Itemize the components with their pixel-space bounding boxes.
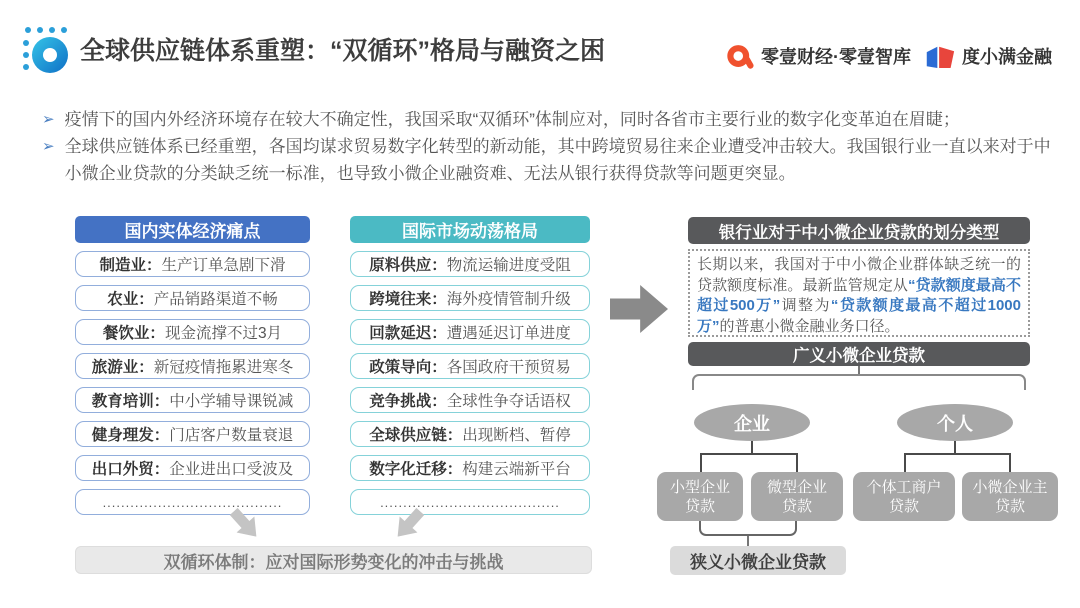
leaf-line2: 贷款 <box>888 497 919 515</box>
leaf-line2: 贷款 <box>781 497 812 515</box>
brand-logos <box>726 42 1052 70</box>
bank-panel-header: 银行业对于中小微企业贷款的划分类型 <box>688 217 1030 244</box>
domestic-pain-item <box>75 421 310 447</box>
international-item <box>350 251 590 277</box>
bank-intro-text <box>688 249 1030 337</box>
flow-arrow-right-icon <box>610 285 668 333</box>
domestic-pain-item <box>75 353 310 379</box>
domestic-ellipsis-item: ....................................... <box>75 489 310 515</box>
bullet-arrow-icon: ➢ <box>42 111 55 128</box>
logo-dot-icon <box>23 52 29 58</box>
logo-ring-icon <box>32 37 68 73</box>
logo-dot-icon <box>49 27 55 33</box>
duxiaoman-flag-icon <box>925 43 955 70</box>
pain-item-desc: 物流运输进度受阻 <box>446 257 571 274</box>
pain-item-label: 餐饮业： <box>102 325 165 342</box>
pain-item-desc: 出现断档、暂停 <box>462 427 571 444</box>
leaf-line1: 小型企业 <box>669 478 730 496</box>
bracket-tick <box>747 536 749 546</box>
page-title-sub: “双循环”格局与融资之困 <box>330 37 606 65</box>
intro-bullet-2-text: 全球供应链体系已经重塑，各国均谋求贸易数字化转型的新动能，其中跨境贸易往来企业遭受冲击较大。我国银行业一直以来对于中小微企业贷款的分类缺乏统一标准，也导致小微企业融资难、无法从银行获得贷款等问题更突显。 <box>64 137 1051 183</box>
site-logo-icon <box>20 24 72 78</box>
bank-intro-seg4-highlight: “贷款额度最高不超过1000万” <box>697 297 1021 335</box>
domestic-pain-item <box>75 285 310 311</box>
international-ellipsis-item: ....................................... <box>350 489 590 515</box>
pain-item-label: 跨境往来： <box>369 291 447 308</box>
international-item <box>350 455 590 481</box>
bank-intro-seg5: 的普惠小微金融业务口径。 <box>719 317 900 335</box>
page-title <box>80 31 605 67</box>
bank-intro-seg2-highlight: “贷款额度最高不超过500万” <box>697 276 1021 314</box>
narrow-loans-bar: 狭义小微企业贷款 <box>670 546 846 575</box>
intro-bullet-1 <box>42 106 1052 133</box>
broad-bracket <box>692 374 1026 390</box>
pain-item-desc: 现金流撑不过3月 <box>164 325 283 342</box>
pain-item-desc: 门店客户数量衰退 <box>169 427 294 444</box>
pain-item-desc: 产品销路渠道不畅 <box>153 291 278 308</box>
leaf-line1: 个体工商户 <box>866 478 942 496</box>
domestic-pain-item <box>75 387 310 413</box>
pain-item-desc: 中小学辅导课锐减 <box>169 393 294 410</box>
logo-dot-icon <box>37 27 43 33</box>
brand-lingyi <box>726 42 911 70</box>
pain-item-label: 教育培训： <box>91 393 170 410</box>
bank-intro-seg3: 调整为 <box>780 297 831 314</box>
pain-item-desc: 遭遇延迟订单进度 <box>446 325 571 342</box>
logo-dot-icon <box>61 27 67 33</box>
international-column <box>350 216 590 515</box>
international-item <box>350 387 590 413</box>
pain-item-label: 回款延迟： <box>369 325 447 342</box>
domestic-pain-item <box>75 319 310 345</box>
node-enterprise: 企业 <box>694 404 810 441</box>
pain-item-label: 制造业： <box>99 257 162 274</box>
international-item <box>350 285 590 311</box>
pain-item-desc: 新冠疫情拖累进寒冬 <box>153 359 294 376</box>
pain-item-label: 旅游业： <box>91 359 154 376</box>
bank-intro-seg1: 长期以来，我国对于中小微企业群体缺乏统一的贷款额度标准。最新监管规定从 <box>697 256 1021 294</box>
international-column-header: 国际市场动荡格局 <box>350 216 590 243</box>
domestic-column-header: 国内实体经济痛点 <box>75 216 310 243</box>
narrow-bracket <box>699 521 797 536</box>
leaf-line1: 小微企业主 <box>972 478 1048 496</box>
leaf-small-enterprise-loan <box>657 472 743 521</box>
connector-stem <box>751 441 753 453</box>
lingyi-alpha-icon <box>726 42 754 70</box>
connector-branch <box>904 453 1011 472</box>
international-item <box>350 319 590 345</box>
intro-bullet-1-text: 疫情下的国内外经济环境存在较大不确定性，我国采取“双循环”体制应对，同时各省市主要行业的数字化变革迫在眉睫； <box>64 110 960 129</box>
international-item <box>350 353 590 379</box>
domestic-pain-item <box>75 251 310 277</box>
pain-item-label: 原料供应： <box>369 257 447 274</box>
leaf-micro-owner-loan <box>962 472 1058 521</box>
pain-item-desc: 生产订单急剧下滑 <box>161 257 286 274</box>
connector-stem <box>954 441 956 453</box>
pain-item-label: 政策导向： <box>369 359 447 376</box>
brand-duxiaoman <box>925 43 1052 70</box>
domestic-pain-item <box>75 455 310 481</box>
connector-branch <box>700 453 798 472</box>
bullet-arrow-icon: ➢ <box>42 138 55 155</box>
pain-item-desc: 企业进出口受波及 <box>169 461 294 478</box>
pain-item-label: 全球供应链： <box>369 427 463 444</box>
leaf-micro-enterprise-loan <box>751 472 843 521</box>
logo-dot-icon <box>23 40 29 46</box>
broad-loans-bar: 广义小微企业贷款 <box>688 342 1030 366</box>
pain-item-desc: 构建云端新平台 <box>462 461 571 478</box>
pain-item-desc: 各国政府干预贸易 <box>446 359 571 376</box>
node-personal: 个人 <box>897 404 1013 441</box>
pain-item-desc: 全球性争夺话语权 <box>446 393 571 410</box>
intro-bullet-2 <box>42 133 1052 187</box>
pain-item-label: 健身理发： <box>91 427 170 444</box>
pain-item-label: 竞争挑战： <box>369 393 447 410</box>
logo-dot-icon <box>23 64 29 70</box>
leaf-individual-business-loan <box>853 472 955 521</box>
leaf-line2: 贷款 <box>994 497 1025 515</box>
brand-duxiaoman-label: 度小满金融 <box>962 47 1052 67</box>
international-item <box>350 421 590 447</box>
dual-circulation-bar: 双循环体制：应对国际形势变化的冲击与挑战 <box>75 546 592 574</box>
brand-lingyi-label: 零壹财经·零壹智库 <box>761 47 911 67</box>
pain-item-label: 出口外贸： <box>91 461 170 478</box>
pain-item-label: 农业： <box>107 291 154 308</box>
logo-dot-icon <box>25 27 31 33</box>
leaf-line1: 微型企业 <box>766 478 827 496</box>
pain-item-desc: 海外疫情管制升级 <box>446 291 571 308</box>
leaf-line2: 贷款 <box>684 497 715 515</box>
intro-paragraphs <box>42 106 1052 187</box>
domestic-pain-column <box>75 216 310 515</box>
pain-item-label: 数字化迁移： <box>369 461 463 478</box>
page-title-main: 全球供应链体系重塑： <box>80 37 331 65</box>
